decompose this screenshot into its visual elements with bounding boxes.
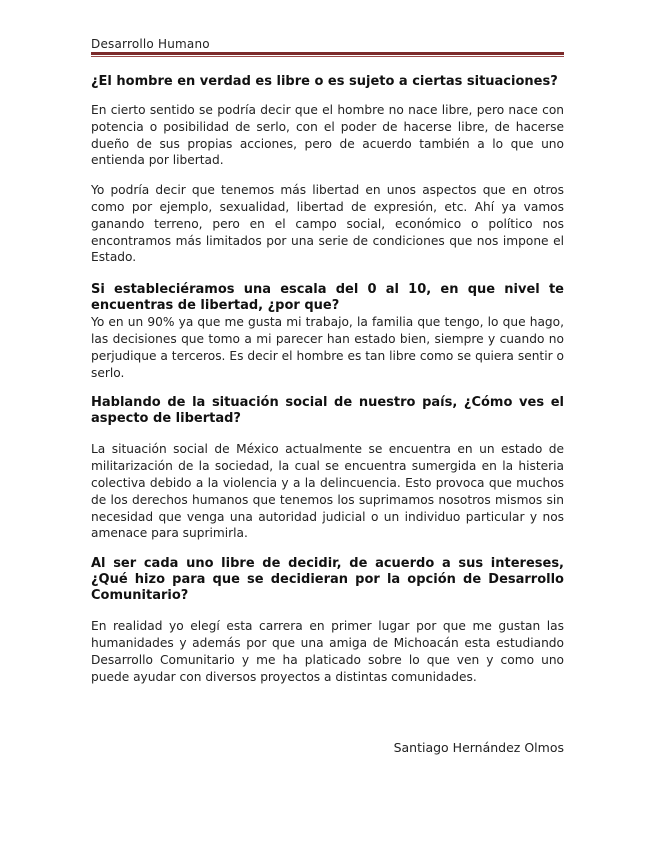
answer-3-paragraph: La situación social de México actualmente se encuentra en un estado de militarización de la sociedad, la cual se encuentra sumergida en la histeria colectiva debido a la violencia y a la delincuencia. Esto provoca que muchos de los derechos humanos que tenemos los suprimamos nosotros mismos sin necesidad que venga una autoridad judicial o un individuo particular y nos amenace para suprimirla. — [91, 442, 564, 541]
question-4: Al ser cada uno libre de decidir, de acuerdo a sus intereses, ¿Qué hizo para que se decidieran por la opción de Desarrollo Comunitario? — [91, 556, 564, 604]
answer-1-paragraph-1: En cierto sentido se podría decir que el hombre no nace libre, pero nace con potencia o posibilidad de serlo, con el poder de hacerse libre, de hacerse dueño de sus propias acciones, pero de acuerdo también a lo que uno entienda por libertad. — [91, 103, 564, 168]
question-1: ¿El hombre en verdad es libre o es sujeto a ciertas situaciones? — [91, 74, 558, 89]
question-3: Hablando de la situación social de nuestro país, ¿Cómo ves el aspecto de libertad? — [91, 395, 564, 427]
header-title: Desarrollo Humano — [91, 37, 210, 51]
question-2: Si estableciéramos una escala del 0 al 10, en que nivel te encuentras de libertad, ¿por que? — [91, 282, 564, 314]
answer-1-paragraph-2: Yo podría decir que tenemos más libertad en unos aspectos que en otros como por ejemplo, sexualidad, libertad de expresión, etc. Ahí ya vamos ganando terreno, pero en el campo social, económico o político nos encontramos más limitados por una serie de condiciones que nos impone el Estado. — [91, 183, 564, 265]
answer-4-paragraph: En realidad yo elegí esta carrera en primer lugar por que me gustan las humanidades y además por que una amiga de Michoacán esta estudiando Desarrollo Comunitario y me ha platicado sobre lo que ven y como uno puede ayudar con diversos proyectos a distintas comunidades. — [91, 619, 564, 684]
document-body — [91, 74, 564, 685]
answer-2-paragraph: Yo en un 90% ya que me gusta mi trabajo, la familia que tengo, lo que hago, las decisiones que tomo a mi parecer han estado bien, siempre y cuando no perjudique a terceros. Es decir el hombre es tan libre como se quiera sentir o serlo. — [91, 315, 564, 380]
header-rule — [91, 52, 564, 55]
header-rule-thin — [91, 56, 564, 57]
author-signature: Santiago Hernández Olmos — [393, 740, 564, 755]
